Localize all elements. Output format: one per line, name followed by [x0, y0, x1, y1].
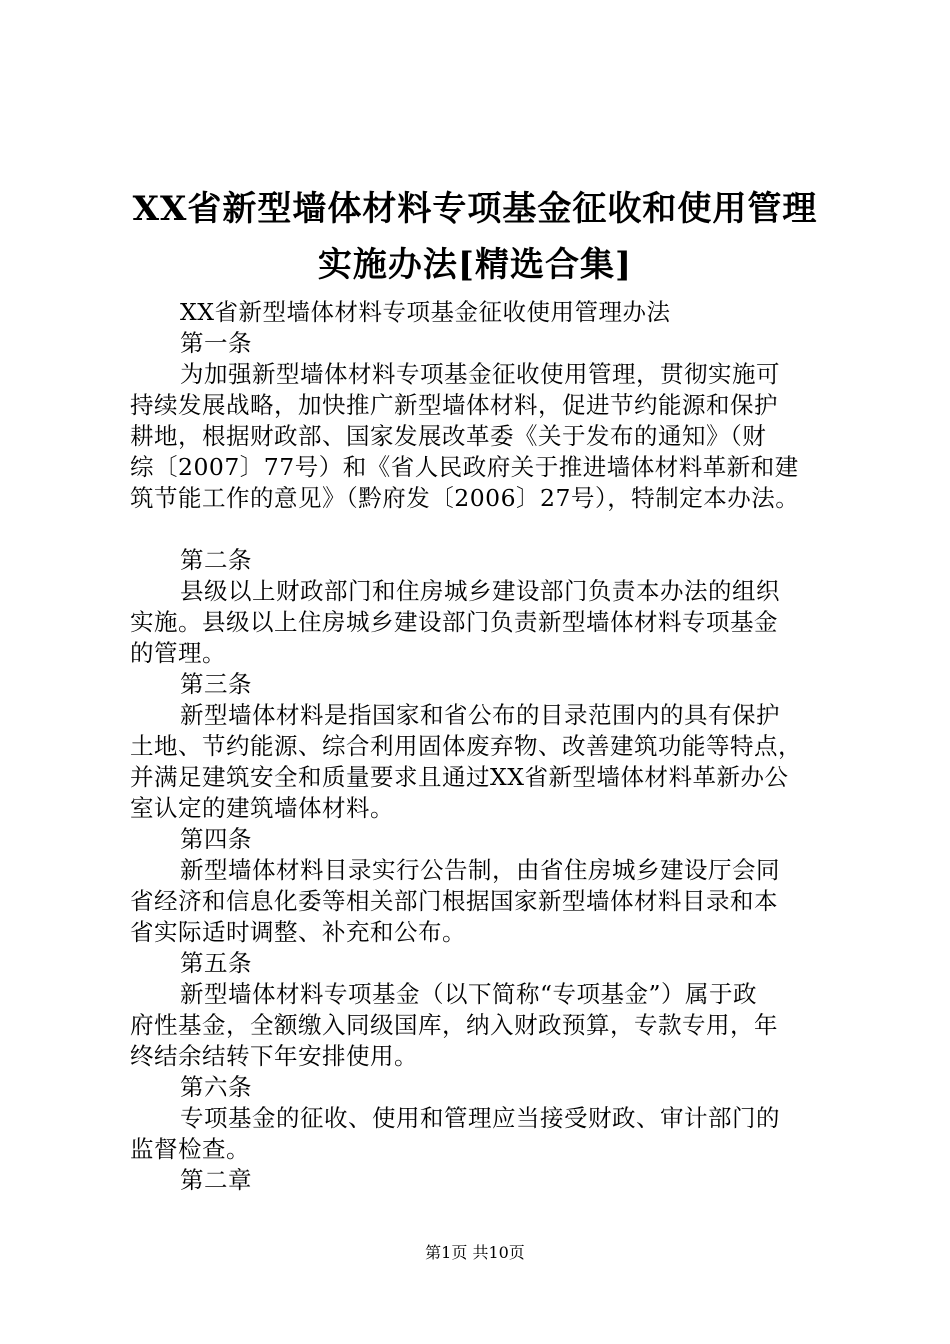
paragraph-line: 新型墙体材料目录实行公告制，由省住房城乡建设厅会同 [180, 856, 780, 884]
paragraph-line: 综〔2007〕77号）和《省人民政府关于推进墙体材料革新和建 [130, 453, 799, 481]
paragraph-line: 省实际适时调整、补充和公布。 [130, 918, 466, 946]
page-number: 第1页 共10页 [425, 1243, 525, 1262]
article-heading-2: 第二条 [180, 546, 252, 574]
document-body [130, 297, 836, 1196]
paragraph-line: 并满足建筑安全和质量要求且通过XX省新型墙体材料革新办公 [130, 763, 789, 791]
paragraph-spacer [130, 514, 836, 545]
paragraph-line: 为加强新型墙体材料专项基金征收使用管理，贯彻实施可 [180, 360, 780, 388]
paragraph-line: 监督检查。 [130, 1135, 250, 1163]
paragraph-line: 省经济和信息化委等相关部门根据国家新型墙体材料目录和本 [130, 887, 778, 915]
document-title-line-1: XX省新型墙体材料专项基金征收和使用管理 [132, 189, 818, 229]
article-heading-5: 第五条 [180, 949, 252, 977]
article-heading-6: 第六条 [180, 1073, 252, 1101]
paragraph-line: 专项基金的征收、使用和管理应当接受财政、审计部门的 [180, 1104, 780, 1132]
document-title-line-2: 实施办法[精选合集] [317, 245, 633, 285]
article-heading-1: 第一条 [180, 329, 252, 357]
paragraph-line: 新型墙体材料专项基金（以下简称“专项基金”）属于政 [180, 980, 758, 1008]
paragraph-line: 新型墙体材料是指国家和省公布的目录范围内的具有保护 [180, 701, 780, 729]
paragraph-line: 筑节能工作的意见》（黔府发〔2006〕27号），特制定本办法。 [130, 484, 800, 512]
article-heading-4: 第四条 [180, 825, 252, 853]
document-subtitle: XX省新型墙体材料专项基金征收使用管理办法 [180, 298, 671, 326]
paragraph-line: 终结余结转下年安排使用。 [130, 1042, 418, 1070]
paragraph-line: 土地、节约能源、综合利用固体废弃物、改善建筑功能等特点， [130, 732, 802, 760]
paragraph-line: 县级以上财政部门和住房城乡建设部门负责本办法的组织 [180, 577, 780, 605]
paragraph-line: 实施。县级以上住房城乡建设部门负责新型墙体材料专项基金 [130, 608, 778, 636]
paragraph-line: 持续发展战略，加快推广新型墙体材料，促进节约能源和保护 [130, 391, 778, 419]
paragraph-line: 室认定的建筑墙体材料。 [130, 794, 394, 822]
paragraph-line: 耕地，根据财政部、国家发展改革委《关于发布的通知》（财 [130, 422, 767, 450]
paragraph-line: 的管理。 [130, 639, 226, 667]
paragraph-line: 府性基金，全额缴入同级国库，纳入财政预算，专款专用，年 [130, 1011, 778, 1039]
chapter-heading-2: 第二章 [180, 1166, 252, 1194]
article-heading-3: 第三条 [180, 670, 252, 698]
